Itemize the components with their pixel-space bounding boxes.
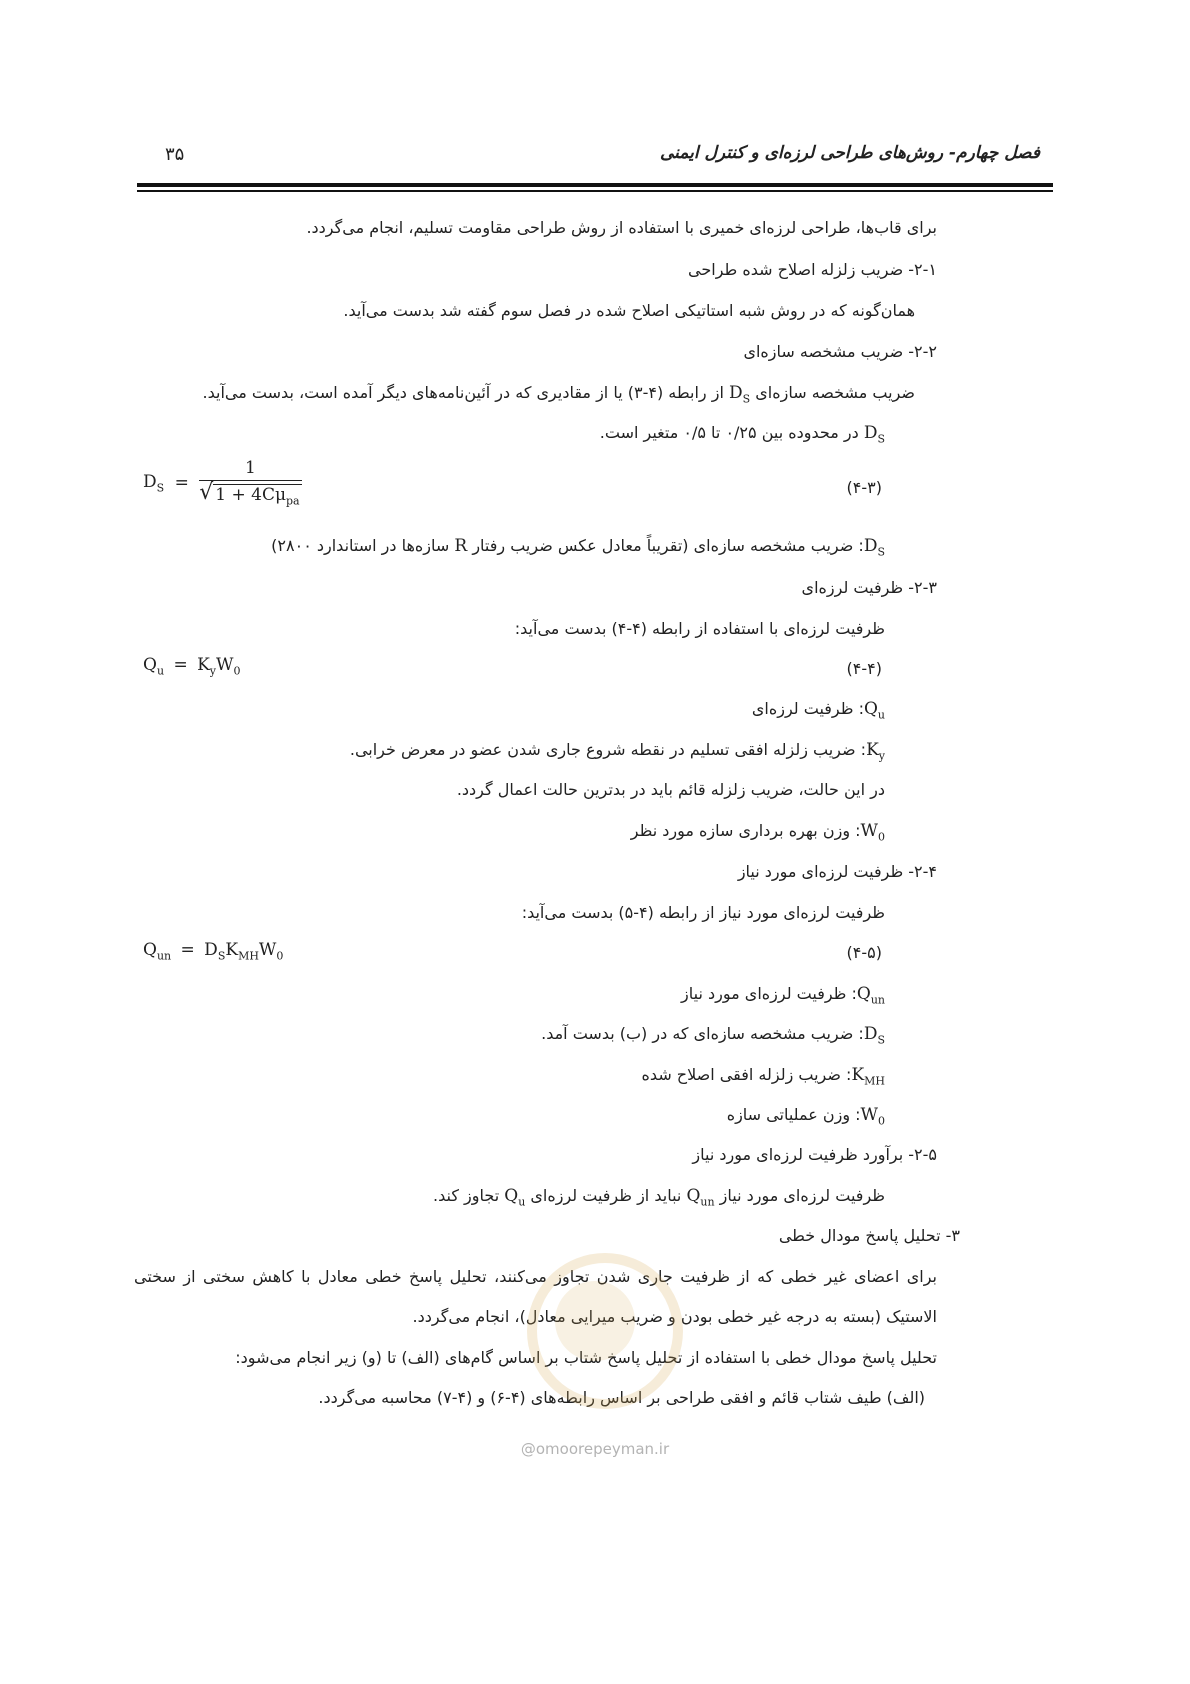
chapter-title: فصل چهارم- روش‌های طراحی لرزه‌ای و کنترل ایمنی: [659, 143, 1040, 163]
equation-4-4: $Q_u = K_yW_0$: [143, 655, 241, 678]
section-2-5-text: ظرفیت لرزه‌ای مورد نیاز $Q_{un}$ نباید از ظرفیت لرزه‌ای $Q_u$ تجاوز کند.: [433, 1186, 885, 1209]
section-2-1-heading: ۲-۱- ضریب زلزله اصلاح شده طراحی: [688, 260, 937, 279]
s22-line1-part-b: از رابطه (۴-۳) یا از مقادیری که در آئین‌نامه‌های دیگر آمده است، بدست می‌آید.: [202, 383, 724, 402]
qun-definition: $Q_{un}$: ظرفیت لرزه‌ای مورد نیاز: [681, 984, 885, 1007]
section-3-paragraph-2: تحلیل پاسخ مودال خطی با استفاده از تحلیل پاسخ شتاب بر اساس گام‌های (الف) تا (و) زیر انجام می‌شود:: [235, 1348, 937, 1367]
w0-definition-2: $W_0$: وزن عملیاتی سازه: [726, 1105, 885, 1128]
equation-4-3-number: (۴-۳): [846, 478, 882, 497]
section-2-5-heading: ۲-۵- برآورد ظرفیت لرزه‌ای مورد نیاز: [692, 1145, 937, 1164]
section-3-step-a: (الف) طیف شتاب قائم و افقی طراحی بر اساس رابطه‌های (۴-۶) و (۴-۷) محاسبه می‌گردد.: [318, 1388, 925, 1407]
s22-line1-part-a: ضریب مشخصه سازه‌ای: [755, 383, 915, 402]
section-2-2-line-2: [600, 421, 885, 451]
qu-definition: $Q_u$: ظرفیت لرزه‌ای: [751, 699, 885, 722]
ky-definition: $K_y$: ضریب زلزله افقی تسلیم در نقطه شروع جاری شدن عضو در معرض خرابی.: [349, 740, 885, 763]
section-2-3-text: ظرفیت لرزه‌ای با استفاده از رابطه (۴-۴) بدست می‌آید:: [514, 619, 885, 638]
section-3-paragraph-line-2: الاستیک (بسته به درجه غیر خطی بودن و ضریب میرایی معادل)، انجام می‌گردد.: [412, 1307, 937, 1326]
w0-definition-1: $W_0$: وزن بهره برداری سازه مورد نظر: [630, 821, 885, 844]
watermark-text: @omoorepeyman.ir: [520, 1440, 670, 1458]
vertical-coefficient-note: در این حالت، ضریب زلزله قائم باید در بدترین حالت اعمال گردد.: [456, 780, 885, 799]
header-rule-thin: [137, 190, 1053, 192]
s22-line2-text: در محدوده بین ۰/۲۵ تا ۰/۵ متغیر است.: [599, 423, 859, 442]
section-2-4-heading: ۲-۴- ظرفیت لرزه‌ای مورد نیاز: [737, 862, 937, 881]
equation-4-3: $D_S$ = 1 √ $1 + 4C\mu_{pa}$: [143, 458, 300, 508]
ds-definition: $D_S$: ضریب مشخصه سازه‌ای (تقریباً معادل عکس ضریب رفتار R سازه‌ها در استاندارد ۲۸۰۰): [271, 536, 885, 559]
ds-definition-2: $D_S$: ضریب مشخصه سازه‌ای که در (ب) بدست آمد.: [541, 1024, 885, 1047]
equation-4-4-number: (۴-۴): [846, 659, 882, 678]
ds-fraction: 1 √ $1 + 4C\mu_{pa}$: [199, 458, 300, 508]
ds-symbol: $D_S$: [863, 423, 885, 446]
page-number: ۳۵: [165, 144, 185, 165]
section-2-4-text: ظرفیت لرزه‌ای مورد نیاز از رابطه (۴-۵) بدست می‌آید:: [521, 903, 885, 922]
section-2-2-heading: ۲-۲- ضریب مشخصه سازه‌ای: [743, 342, 937, 361]
section-3-paragraph-line-1: برای اعضای غیر خطی که از ظرفیت جاری شدن تجاوز می‌کنند، تحلیل پاسخ خطی معادل با کاهش سختی از سختی: [134, 1267, 937, 1286]
header-rule-thick: [137, 183, 1053, 187]
watermark-seal-center: [555, 1281, 635, 1361]
ds-symbol: $D_S$: [728, 383, 751, 406]
section-2-1-text: همان‌گونه که در روش شبه استاتیکی اصلاح شده در فصل سوم گفته شد بدست می‌آید.: [343, 301, 915, 320]
section-2-2-line-1: [145, 381, 915, 411]
equation-4-5: $Q_{un} = D_SK_{MH}W_0$: [143, 940, 284, 963]
kmh-definition: $K_{MH}$: ضریب زلزله افقی اصلاح شده: [641, 1065, 885, 1088]
section-3-heading: ۳- تحلیل پاسخ مودال خطی: [778, 1226, 960, 1245]
equation-4-5-number: (۴-۵): [846, 943, 882, 962]
section-2-3-heading: ۲-۳- ظرفیت لرزه‌ای: [801, 578, 937, 597]
intro-paragraph: برای قاب‌ها، طراحی لرزه‌ای خمیری با استفاده از روش طراحی مقاومت تسلیم، انجام می‌گردد.: [306, 218, 937, 237]
